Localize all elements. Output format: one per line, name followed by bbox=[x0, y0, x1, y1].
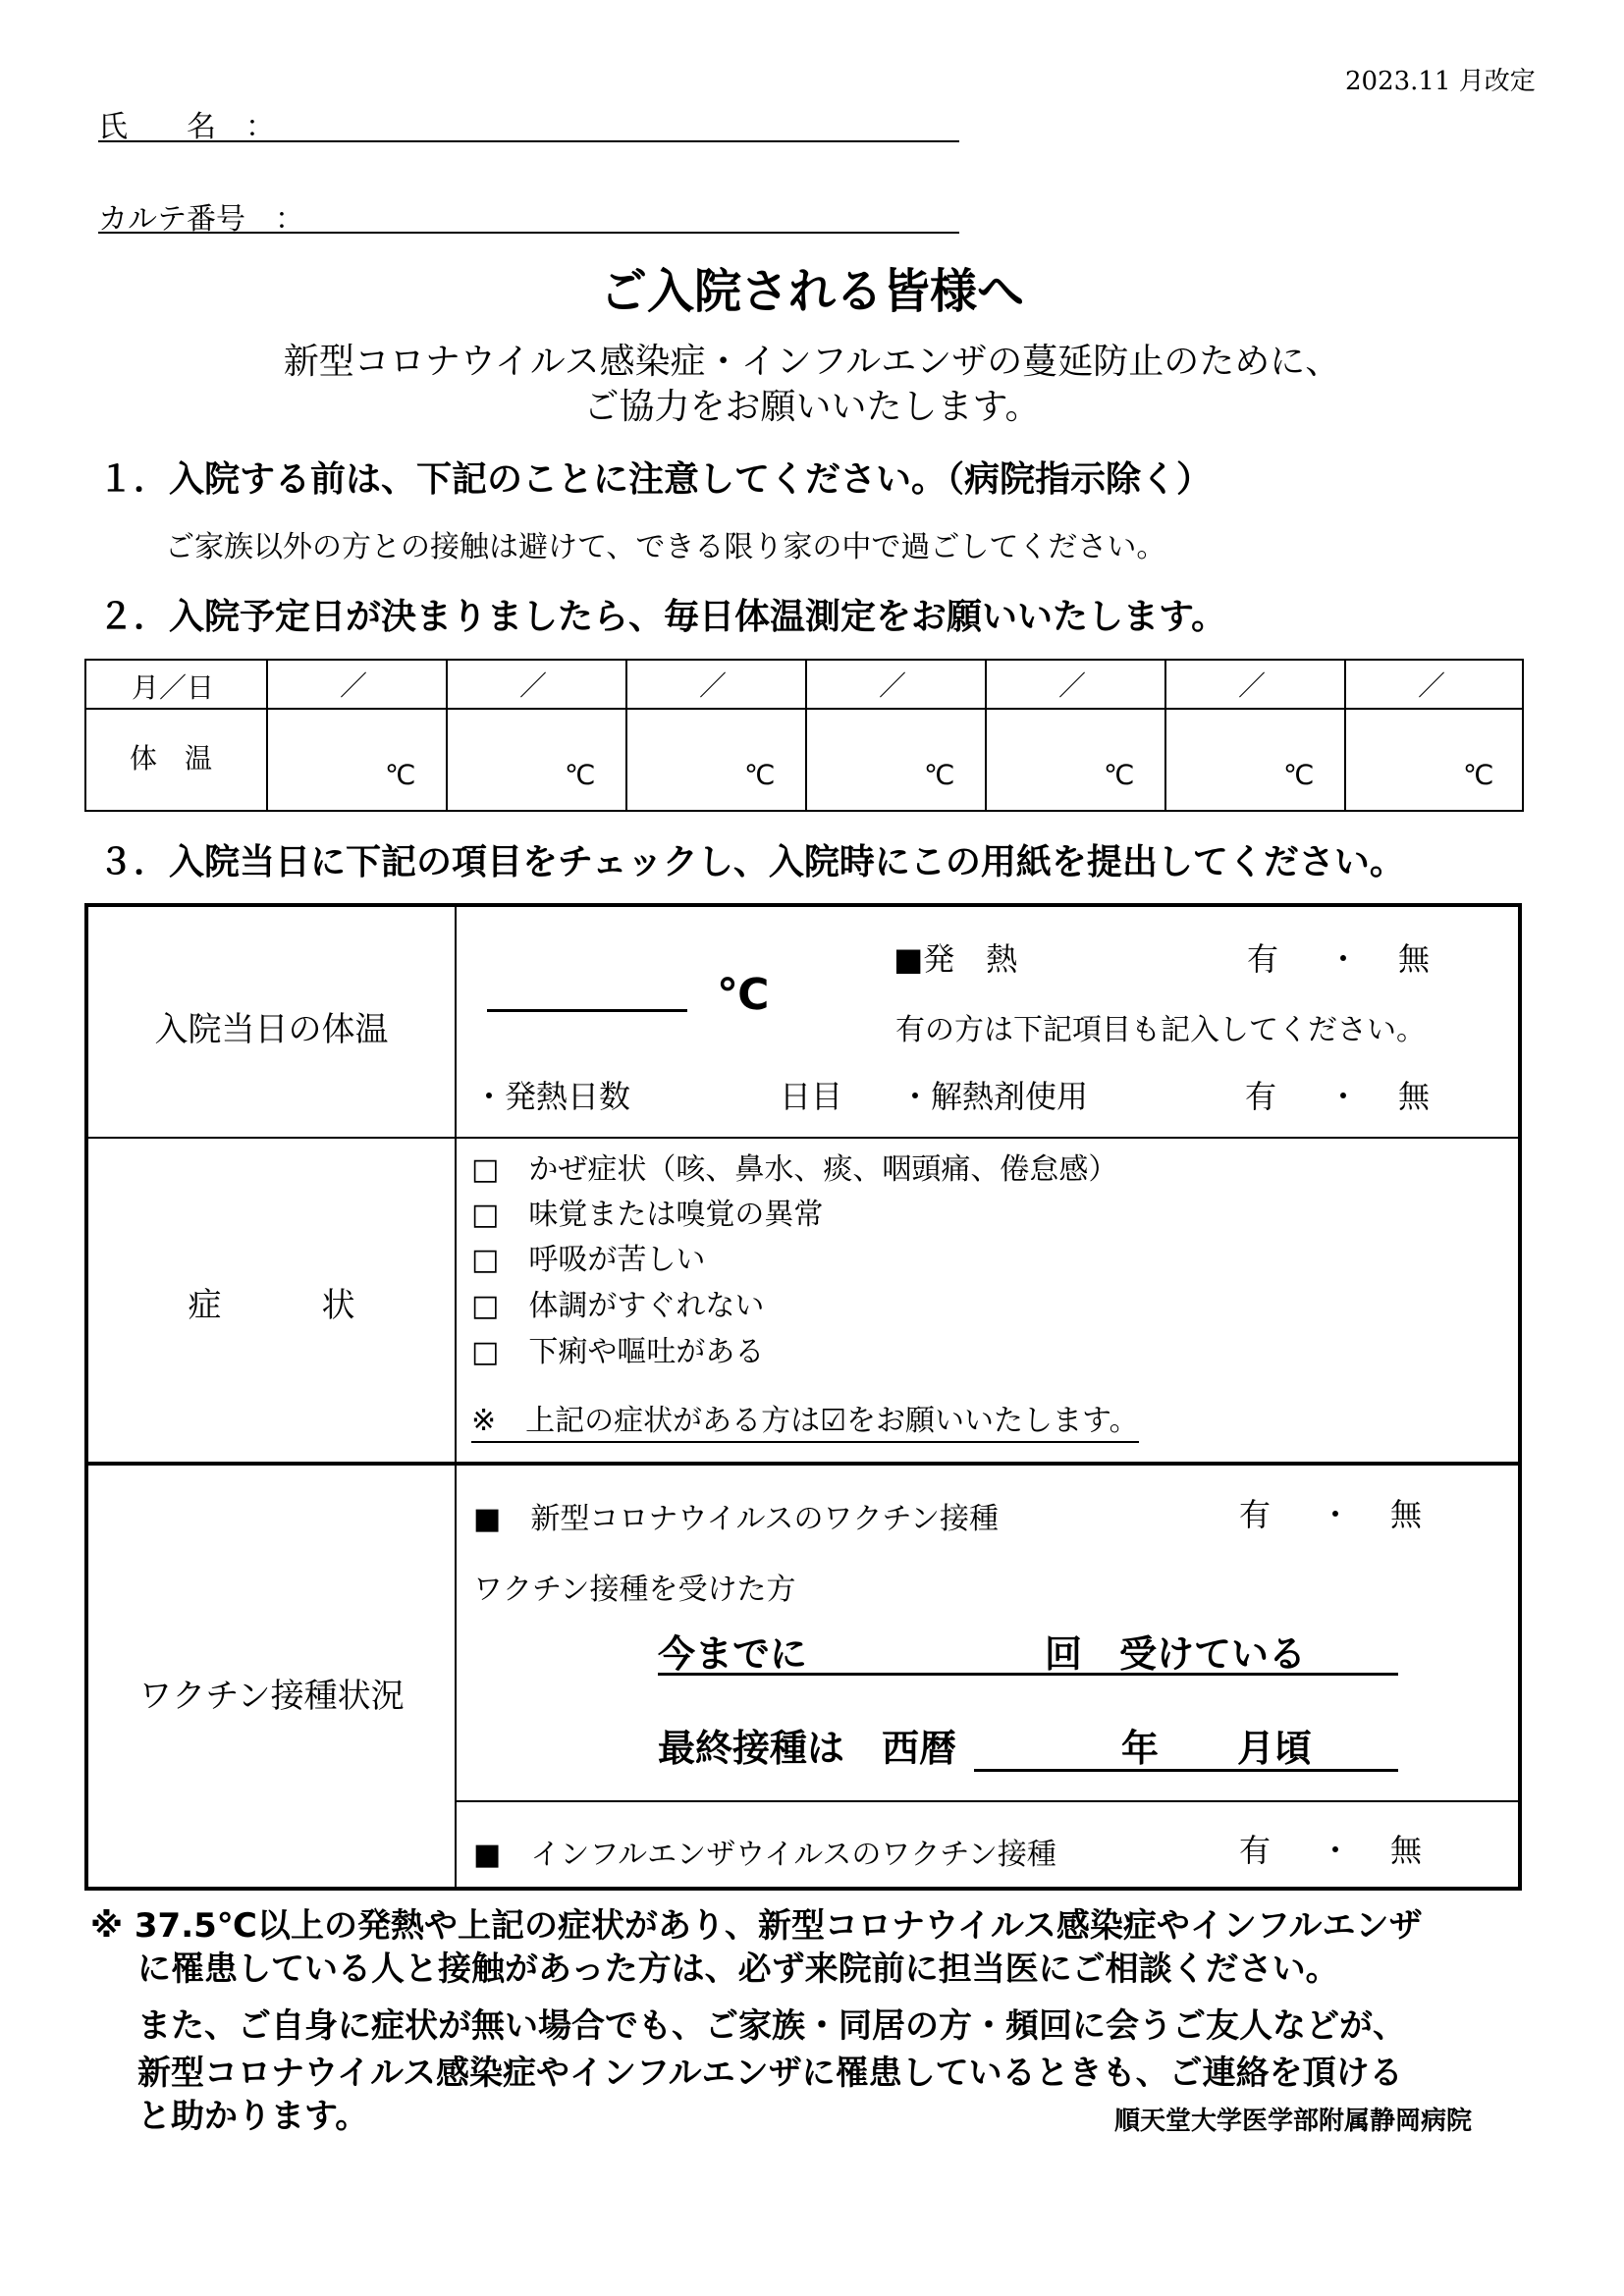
warning-line-4: 新型コロナウイルス感染症やインフルエンザに罹患しているときも、ご連絡を頂ける bbox=[137, 2054, 1403, 2093]
flu-vaccine-label: ■ インフルエンザウイルスのワクチン接種 bbox=[473, 1838, 1056, 1872]
temp-row-label: 体 温 bbox=[130, 742, 213, 774]
chart-number-label: カルテ番号 ： bbox=[98, 202, 304, 237]
temp-unit-2[interactable]: ℃ bbox=[565, 759, 596, 791]
admission-checklist-table bbox=[84, 903, 1522, 1891]
symptom-checkbox-unwell[interactable]: □ 体調がすぐれない bbox=[471, 1289, 765, 1323]
subtitle-line-1: 新型コロナウイルス感染症・インフルエンザの蔓延防止のために、 bbox=[283, 342, 1341, 382]
flu-vaccine-dot: ・ bbox=[1320, 1832, 1352, 1869]
date-slash-2[interactable]: ／ bbox=[519, 669, 548, 702]
warning-line-2: に罹患している人と接触があった方は、必ず来院前に担当医にご相談ください。 bbox=[137, 1949, 1339, 1989]
date-row-label: 月／日 bbox=[132, 671, 215, 704]
page-title: ご入院される皆様へ bbox=[599, 264, 1024, 319]
fever-yes[interactable]: 有 bbox=[1247, 940, 1279, 978]
subtitle-line-2: ご協力をお願いいたします。 bbox=[583, 387, 1041, 427]
section2-heading: ２．入院予定日が決まりましたら、毎日体温測定をお願いいたします。 bbox=[98, 597, 1227, 637]
antipyretic-yes[interactable]: 有 bbox=[1245, 1078, 1277, 1115]
warning-line-1: ※ 37.5℃以上の発熱や上記の症状があり、新型コロナウイルス感染症やインフルエンザ bbox=[90, 1906, 1423, 1946]
revision-date: 2023.11 月改定 bbox=[1345, 67, 1536, 96]
symptom-checkbox-taste-smell[interactable]: □ 味覚または嗅覚の異常 bbox=[471, 1198, 824, 1232]
warning-line-5: と助かります。 bbox=[137, 2097, 369, 2136]
vaccine-last-date-input[interactable] bbox=[974, 1769, 1398, 1772]
covid-vaccine-no[interactable]: 無 bbox=[1390, 1496, 1423, 1533]
warning-line-3: また、ご自身に症状が無い場合でも、ご家族・同居の方・頻回に会うご友人などが、 bbox=[137, 2006, 1406, 2046]
covid-vaccine-dot: ・ bbox=[1320, 1496, 1352, 1533]
vaccine-last-prefix: 最終接種は 西暦 bbox=[658, 1727, 957, 1770]
date-slash-4[interactable]: ／ bbox=[879, 669, 907, 702]
date-slash-6[interactable]: ／ bbox=[1238, 669, 1267, 702]
vaccine-last-month: 月頃 bbox=[1237, 1727, 1313, 1770]
hospital-name: 順天堂大学医学部附属静岡病院 bbox=[1114, 2107, 1473, 2136]
vaccine-count-suffix: 回 受けている bbox=[1045, 1632, 1307, 1676]
fever-no[interactable]: 無 bbox=[1398, 940, 1431, 978]
covid-vaccine-yes[interactable]: 有 bbox=[1239, 1496, 1272, 1533]
vaccine-count-input[interactable] bbox=[658, 1673, 1398, 1676]
antipyretic-dot: ・ bbox=[1327, 1078, 1360, 1115]
admission-temp-unit: ℃ bbox=[717, 970, 770, 1020]
flu-vaccine-yes[interactable]: 有 bbox=[1239, 1832, 1272, 1869]
temp-unit-6[interactable]: ℃ bbox=[1283, 759, 1315, 791]
fever-label: ■発 熱 bbox=[893, 940, 1018, 978]
date-slash-7[interactable]: ／ bbox=[1418, 669, 1446, 702]
flu-vaccine-no[interactable]: 無 bbox=[1390, 1832, 1423, 1869]
fever-note: 有の方は下記項目も記入してください。 bbox=[895, 1013, 1426, 1047]
antipyretic-label: ・解熱剤使用 bbox=[899, 1078, 1089, 1115]
temperature-table bbox=[84, 659, 1524, 812]
section1-note: ご家族以外の方との接触は避けて、できる限り家の中で過ごしてください。 bbox=[165, 530, 1166, 564]
vaccine-last-year: 年 bbox=[1121, 1727, 1160, 1770]
antipyretic-no[interactable]: 無 bbox=[1398, 1078, 1431, 1115]
chart-number-field[interactable] bbox=[98, 232, 959, 234]
temp-unit-3[interactable]: ℃ bbox=[744, 759, 776, 791]
name-field[interactable] bbox=[98, 140, 959, 142]
section1-heading: １．入院する前は、下記のことに注意してください。（病院指示除く） bbox=[98, 459, 1213, 500]
fever-dot: ・ bbox=[1327, 940, 1360, 978]
date-slash-3[interactable]: ／ bbox=[699, 669, 728, 702]
fever-days-unit[interactable]: 日目 bbox=[780, 1078, 843, 1115]
vaccine-count-prefix: 今までに bbox=[658, 1632, 808, 1676]
temp-unit-5[interactable]: ℃ bbox=[1104, 759, 1135, 791]
symptom-checkbox-breathing[interactable]: □ 呼吸が苦しい bbox=[471, 1243, 706, 1277]
symptoms-note: ※ 上記の症状がある方は☑をお願いいたします。 bbox=[471, 1396, 1139, 1443]
vaccine-label: ワクチン接種状況 bbox=[138, 1677, 405, 1716]
symptom-checkbox-diarrhea-vomiting[interactable]: □ 下痢や嘔吐がある bbox=[471, 1335, 765, 1369]
name-label: 氏 名 ： bbox=[98, 110, 275, 144]
admission-temp-input[interactable] bbox=[487, 1009, 687, 1012]
admission-temp-label: 入院当日の体温 bbox=[154, 1010, 389, 1049]
date-slash-5[interactable]: ／ bbox=[1058, 669, 1087, 702]
date-slash-1[interactable]: ／ bbox=[340, 669, 368, 702]
section3-heading: ３．入院当日に下記の項目をチェックし、入院時にこの用紙を提出してください。 bbox=[98, 842, 1405, 882]
symptoms-label: 症 状 bbox=[188, 1286, 355, 1325]
vaccine-received-label: ワクチン接種を受けた方 bbox=[473, 1573, 796, 1607]
symptom-checkbox-cold[interactable]: □ かぜ症状（咳、鼻水、痰、咽頭痛、倦怠感） bbox=[471, 1152, 1118, 1187]
fever-days-label: ・発熱日数 bbox=[473, 1078, 631, 1115]
temp-unit-1[interactable]: ℃ bbox=[385, 759, 416, 791]
temp-unit-7[interactable]: ℃ bbox=[1463, 759, 1494, 791]
covid-vaccine-label: ■ 新型コロナウイルスのワクチン接種 bbox=[473, 1502, 1000, 1536]
temp-unit-4[interactable]: ℃ bbox=[924, 759, 955, 791]
